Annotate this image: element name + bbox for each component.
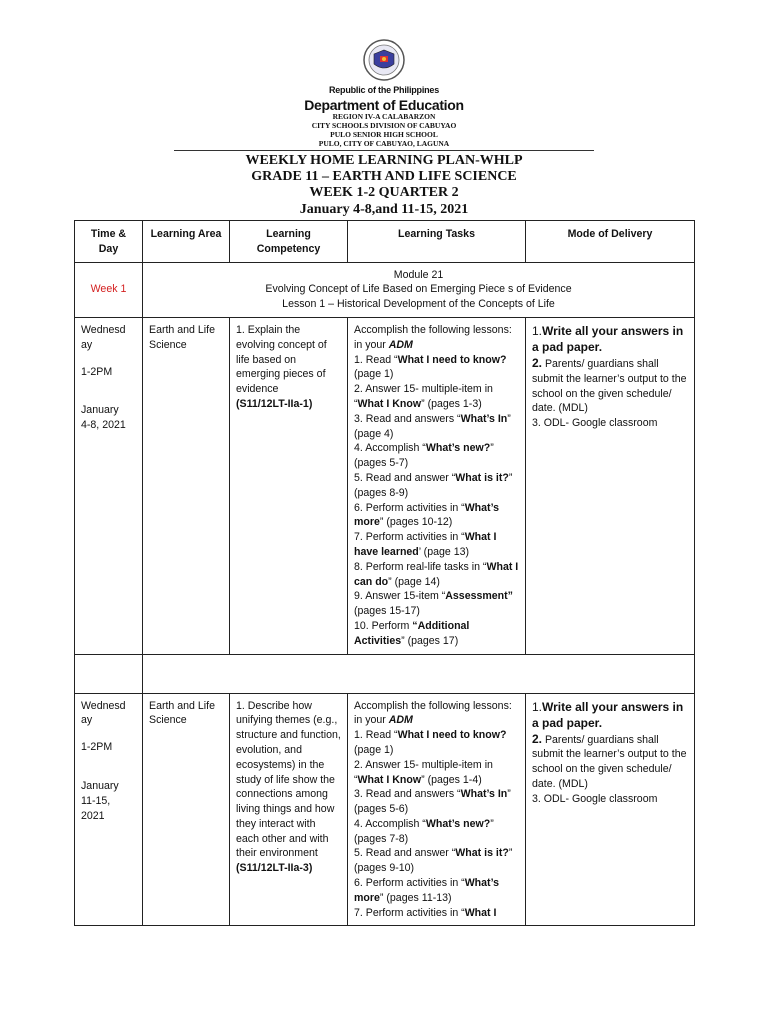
day-label-cont: ay [81,338,93,351]
module-subtitle: Evolving Concept of Life Based on Emerging Piece s of Evidence [265,283,572,296]
time-label: 1-2PM [81,741,113,754]
competency-text: 1. Explain the evolving concept of life based on emerging pieces of evidence [236,323,327,396]
header-divider [174,150,594,151]
module-info [143,262,695,317]
date-label: January [81,404,119,417]
task-item: 10. Perform “Additional Activities” (pages 17) [354,619,470,647]
task-item: 7. Perform activities in “What I [354,906,497,919]
header-learning-area: Learning Area [143,221,230,263]
empty-row [75,654,695,693]
task-item: 7. Perform activities in “What I have learned’ (page 13) [354,531,497,558]
mode-item: 3. ODL- Google classroom [532,792,658,805]
week-label: Week 1 [75,262,143,317]
mode-item: 2. Parents/ guardians shall submit the learner’s output to the school on the given schedule/ date. (MDL) [532,731,687,790]
day-label: Wednesd [81,699,126,712]
date-label: January [81,779,119,792]
table-row [75,693,695,926]
mode-item: 1.Write all your answers in a pad paper. [532,699,684,730]
mode-cell [526,317,695,654]
competency-cell [230,317,348,654]
task-item: 4. Accomplish “What’s new?” (pages 7-8) [354,817,494,845]
empty-cell-wide [143,654,695,693]
module-title: Module 21 [393,268,444,281]
competency-text: 1. Describe how unifying themes (e.g., structure and function, evolution, and ecosystems) in the study of life show the connections among living things and how they interact with each other and with their environment [236,699,341,860]
header-learning-tasks: Learning Tasks [348,221,526,263]
competency-code: (S11/12LT-IIa-3) [236,862,313,875]
task-item: 6. Perform activities in “What’s more” (pages 11-13) [354,877,500,904]
learning-plan-table [74,220,695,926]
school-label: PULO SENIOR HIGH SCHOOL [330,130,438,139]
tasks-cell [348,693,526,926]
tasks-intro: Accomplish the following lessons: in your ADM [354,699,512,727]
date-range-title: January 4-8,and 11-15, 2021 [299,202,469,217]
mode-cell [526,693,695,926]
task-item: 9. Answer 15-item “Assessment” (pages 15-17) [354,590,513,618]
task-item: 1. Read “What I need to know? (page 1) [354,729,507,756]
date-label-cont: 11-15, [81,794,111,807]
task-item: 6. Perform activities in “What’s more” (pages 10-12) [354,501,500,529]
date-label-year: 2021 [81,809,105,822]
task-item: 2. Answer 15- multiple-item in “What I Know” (pages 1-3) [354,383,493,410]
grade-subject-title: GRADE 11 – EARTH AND LIFE SCIENCE [251,169,517,184]
header-competency: Learning Competency [230,221,348,263]
competency-cell [230,693,348,926]
time-day-cell [75,317,143,654]
lesson-title: Lesson 1 – Historical Development of the Concepts of Life [282,298,555,311]
task-item: 1. Read “What I need to know? (page 1) [354,353,507,381]
mode-item: 3. ODL- Google classroom [532,417,658,430]
region-label: REGION IV-A CALABARZON [332,112,436,121]
tasks-intro: Accomplish the following lessons: in your ADM [354,323,512,351]
time-label: 1-2PM [81,365,113,378]
tasks-cell [348,317,526,654]
date-label-cont: 4-8, 2021 [81,419,126,432]
week-quarter-title: WEEK 1-2 QUARTER 2 [309,185,459,200]
time-day-cell [75,693,143,926]
task-item: 2. Answer 15- multiple-item in “What I Know” (pages 1-4) [354,758,493,786]
empty-cell [75,654,143,693]
header-time-day: Time & Day [75,221,143,263]
module-row [75,262,695,317]
table-header-row [75,221,695,263]
task-item: 3. Read and answers “What’s In” (pages 5-6) [354,788,511,816]
task-item: 8. Perform real-life tasks in “What I can do” (page 14) [354,560,519,588]
mode-item: 2. Parents/ guardians shall submit the learner’s output to the school on the given schedule/ date. (MDL) [532,355,687,415]
mode-item: 1.Write all your answers in a pad paper. [532,323,684,354]
republic-label: Republic of the Philippines [328,85,440,95]
task-item: 3. Read and answers “What’s In” (page 4) [354,412,511,440]
task-item: 4. Accomplish “What’s new?” (pages 5-7) [354,442,494,470]
day-label: Wednesd [81,323,126,336]
task-item: 5. Read and answer “What is it?” (pages 9-10) [354,847,513,875]
task-item: 5. Read and answer “What is it?” (pages 8-9) [354,471,513,499]
learning-area-cell: Earth and Life Science [143,317,230,654]
competency-code: (S11/12LT-IIa-1) [236,397,313,410]
header-mode-of-delivery: Mode of Delivery [526,221,695,263]
table-row [75,317,695,654]
deped-seal-icon [350,38,418,82]
plan-title: WEEKLY HOME LEARNING PLAN-WHLP [245,153,523,168]
division-label: CITY SCHOOLS DIVISION OF CABUYAO [311,121,457,130]
address-label: PULO, CITY OF CABUYAO, LAGUNA [318,139,450,148]
department-label: Department of Education [304,97,464,113]
learning-area-cell: Earth and Life Science [143,693,230,926]
day-label-cont: ay [81,714,93,727]
